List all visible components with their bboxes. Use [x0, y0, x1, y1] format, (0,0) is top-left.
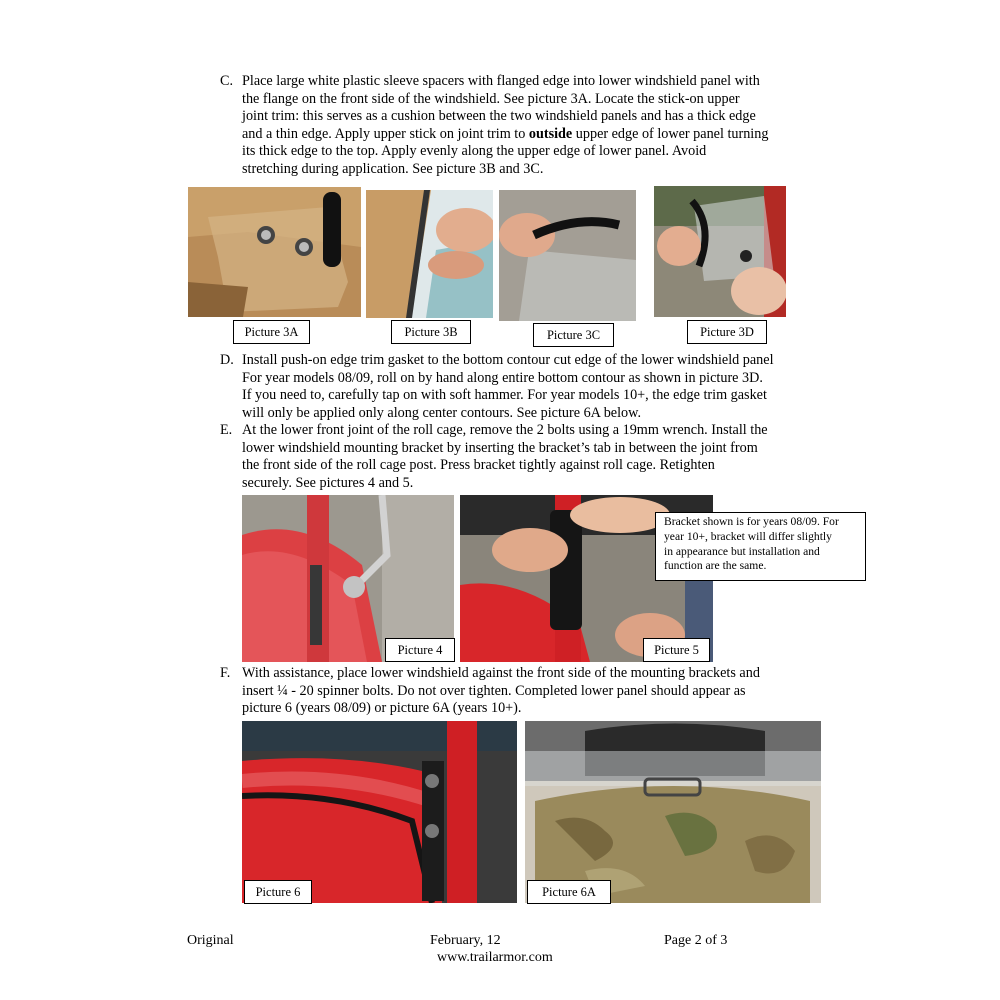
- step-c-marker: C.: [220, 73, 234, 89]
- step-e-marker: E.: [220, 422, 233, 438]
- picture-3c-caption: Picture 3C: [533, 323, 614, 347]
- step-c-text: upper edge of lower panel turning: [572, 125, 769, 142]
- step-e-line: At the lower front joint of the roll cage, remove the 2 bolts using a 19mm wrench. Install the: [242, 422, 768, 438]
- step-f: [220, 665, 830, 718]
- footer-date: February, 12: [430, 933, 501, 948]
- picture-6-caption: Picture 6: [244, 880, 312, 904]
- step-c-line: [242, 126, 820, 144]
- picture-3d-photo: [654, 186, 786, 317]
- step-c-emphasis: outside: [528, 125, 573, 142]
- picture-3d-caption: Picture 3D: [687, 320, 767, 344]
- footer-website: www.trailarmor.com: [437, 950, 553, 965]
- footer-left: Original: [187, 933, 234, 948]
- bracket-note-line: Bracket shown is for years 08/09. For: [664, 515, 839, 528]
- step-f-marker: F.: [220, 665, 231, 681]
- picture-3c-photo: [499, 190, 636, 321]
- step-d-line: Install push-on edge trim gasket to the bottom contour cut edge of the lower windshield panel: [242, 352, 774, 368]
- step-d-line: For year models 08/09, roll on by hand along entire bottom contour as shown in picture 3D.: [242, 369, 763, 386]
- step-d-marker: D.: [220, 352, 234, 368]
- step-e-line: securely. See pictures 4 and 5.: [242, 474, 414, 491]
- step-e-line: the front side of the roll cage post. Press bracket tightly against roll cage. Retighten: [242, 457, 715, 474]
- step-c-line: stretching during application. See picture 3B and 3C.: [242, 160, 544, 177]
- step-c-line: its thick edge to the top. Apply evenly along the upper edge of lower panel. Avoid: [242, 143, 707, 160]
- step-f-line: With assistance, place lower windshield against the front side of the mounting brackets and: [242, 665, 760, 681]
- step-d-line: will only be applied only along center contours. See picture 6A below.: [242, 404, 641, 421]
- picture-6-photo: [242, 721, 517, 903]
- picture-3b-caption: Picture 3B: [391, 320, 471, 344]
- picture-3a-caption: Picture 3A: [233, 320, 310, 344]
- bracket-note-callout: [655, 512, 866, 581]
- bracket-note-line: in appearance but installation and: [664, 544, 820, 558]
- picture-5-caption: Picture 5: [643, 638, 710, 662]
- step-f-line: insert ¼ - 20 spinner bolts. Do not over tighten. Completed lower panel should appear as: [242, 682, 746, 699]
- step-f-line: picture 6 (years 08/09) or picture 6A (years 10+).: [242, 700, 522, 717]
- footer-page-number: Page 2 of 3: [664, 933, 728, 948]
- picture-4-caption: Picture 4: [385, 638, 455, 662]
- bracket-note-line: year 10+, bracket will differ slightly: [664, 529, 832, 543]
- step-c-line: joint trim: this serves as a cushion between the two windshield panels and has a thick edge: [242, 108, 756, 125]
- step-e-line: lower windshield mounting bracket by inserting the bracket’s tab in between the joint from: [242, 439, 758, 456]
- bracket-note-line: function are the same.: [664, 559, 767, 573]
- picture-6a-photo: [525, 721, 821, 903]
- picture-3b-photo: [366, 190, 493, 318]
- step-e: [220, 422, 830, 492]
- picture-3a-photo: [188, 187, 361, 317]
- step-d: [220, 352, 830, 422]
- step-d-line: If you need to, carefully tap on with soft hammer. For year models 10+, the edge trim gasket: [242, 387, 767, 404]
- step-c-line: the flange on the front side of the windshield. See picture 3A. Locate the stick-on upper: [242, 90, 740, 107]
- step-c-line: Place large white plastic sleeve spacers with flanged edge into lower windshield panel with: [242, 73, 760, 89]
- step-c-text: and a thin edge. Apply upper stick on joint trim to: [242, 125, 529, 142]
- picture-4-photo: [242, 495, 454, 662]
- step-c: [220, 73, 820, 179]
- picture-6a-caption: Picture 6A: [527, 880, 611, 904]
